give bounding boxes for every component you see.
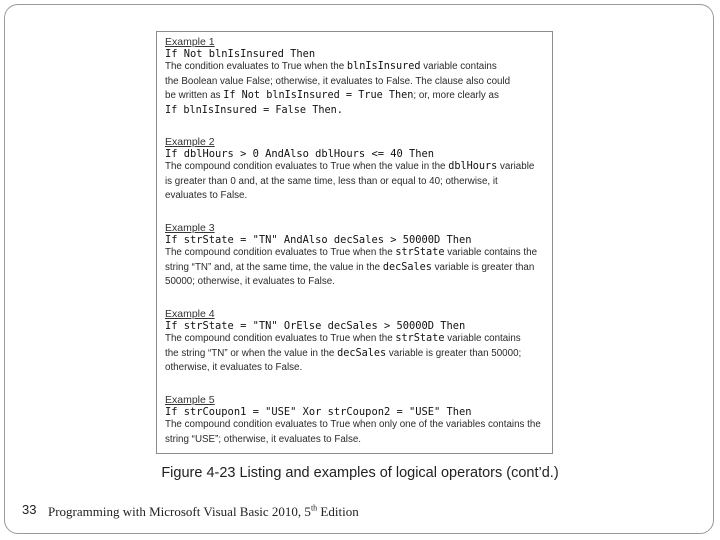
- description-line: string “USE”; otherwise, it evaluates to False.: [165, 433, 362, 445]
- description-text: the string “TN” or when the value in the: [165, 347, 335, 359]
- example-title: Example 2: [165, 136, 215, 148]
- code-statement: If Not blnIsInsured Then: [165, 48, 316, 60]
- example-1: [165, 37, 550, 118]
- variable-name: dblHours: [448, 161, 498, 172]
- example-3: [165, 223, 550, 290]
- footer-title-text: Programming with Microsoft Visual Basic 2010, 5: [48, 504, 311, 519]
- description-line: 50000; otherwise, it evaluates to False.: [165, 276, 335, 287]
- code-statement: If strState = "TN" OrElse decSales > 50000D Then: [165, 320, 466, 332]
- description-text: string “TN” and, at the same time, the value in the: [165, 261, 381, 273]
- description-line: [165, 332, 550, 347]
- variable-name: decSales: [382, 261, 432, 273]
- description-text: The condition evaluates to True when the: [165, 61, 345, 72]
- description-text: variable contains: [444, 333, 521, 344]
- example-title: Example 3: [165, 222, 215, 234]
- footer-title-suffix: Edition: [317, 504, 359, 519]
- variable-name: strState: [395, 247, 445, 258]
- description-text: The compound condition evaluates to True when the value in the: [165, 161, 446, 172]
- description-line: [165, 347, 550, 362]
- code-inline: If Not blnIsInsured = True Then: [223, 90, 414, 101]
- example-title: Example 1: [165, 36, 215, 48]
- description-line: [165, 160, 550, 175]
- code-statement: If strCoupon1 = "USE" Xor strCoupon2 = "USE" Then: [165, 406, 472, 418]
- footer-superscript: th: [310, 503, 318, 513]
- code-statement: If strState = "TN" AndAlso decSales > 50000D Then: [165, 234, 472, 246]
- description-line: [165, 104, 550, 119]
- footer-book-title: [48, 504, 359, 520]
- description-line: [165, 89, 550, 104]
- description-text: The compound condition evaluates to True when the: [165, 247, 393, 258]
- description-text: variable contains: [420, 61, 497, 72]
- description-line: evaluates to False.: [165, 190, 248, 201]
- description-line: otherwise, it evaluates to False.: [165, 362, 303, 373]
- description-text: variable is greater than: [431, 261, 535, 273]
- description-text: variable is greater than 50000;: [386, 347, 522, 359]
- description-line: the Boolean value False; otherwise, it evaluates to False. The clause also could: [165, 75, 511, 87]
- description-line: [165, 261, 550, 276]
- description-text: be written as: [165, 90, 224, 101]
- example-2: [165, 137, 550, 204]
- variable-name: blnIsInsured: [346, 61, 421, 72]
- description-text: The compound condition evaluates to True when the: [165, 333, 393, 344]
- variable-name: strState: [395, 333, 445, 344]
- figure-caption: Figure 4-23 Listing and examples of logical operators (cont’d.): [161, 465, 559, 481]
- description-line: [165, 60, 550, 75]
- example-title: Example 4: [165, 308, 215, 320]
- example-title: Example 5: [165, 394, 215, 406]
- code-inline: If blnIsInsured = False Then.: [165, 104, 343, 116]
- description-line: [165, 246, 550, 261]
- description-text: variable: [497, 161, 535, 172]
- example-5: [165, 395, 550, 447]
- figure-box: [156, 31, 553, 454]
- description-line: is greater than 0 and, at the same time, less than or equal to 40; otherwise, it: [165, 175, 498, 187]
- description-text: ; or, more clearly as: [413, 90, 499, 101]
- example-4: [165, 309, 550, 376]
- description-line: The compound condition evaluates to True when only one of the variables contains the: [165, 419, 541, 430]
- description-text: variable contains the: [444, 247, 538, 258]
- variable-name: decSales: [337, 347, 387, 359]
- code-statement: If dblHours > 0 AndAlso dblHours <= 40 Then: [165, 148, 434, 160]
- page-number: 33: [22, 502, 37, 517]
